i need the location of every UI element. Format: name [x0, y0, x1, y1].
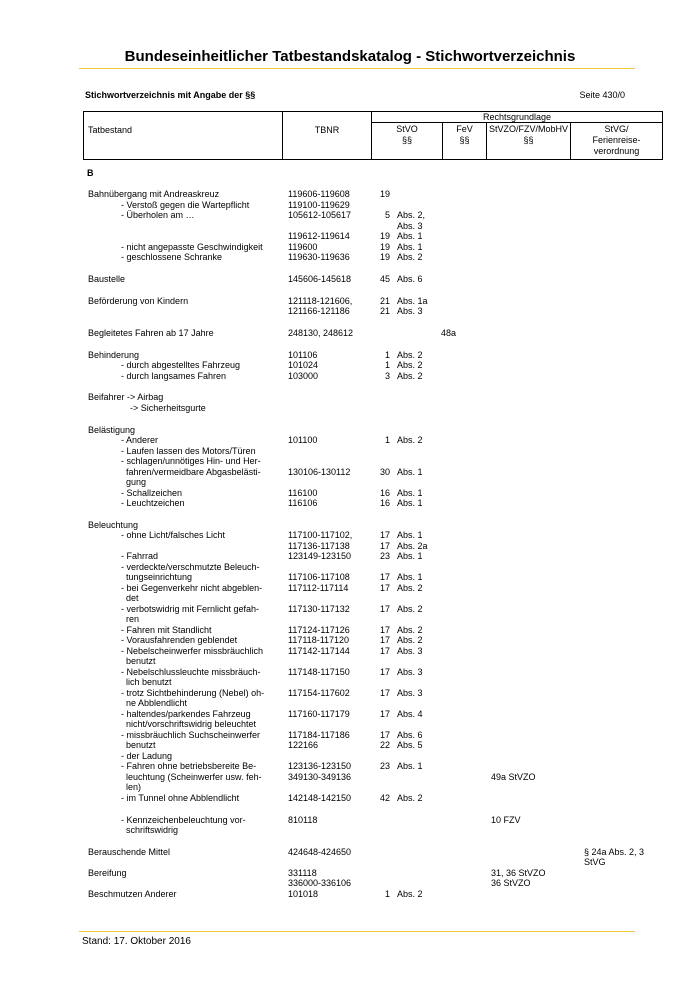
entry-tatbestand: Bereifung	[88, 867, 127, 878]
entry-tatbestand: Beifahrer -> Airbag	[88, 392, 164, 403]
entry-tatbestand: Beschmutzen Anderer	[88, 888, 177, 899]
entry-tbnr: 105612-105617	[288, 210, 352, 220]
entry-stvo-paragraph: 23	[379, 761, 390, 772]
entry-stvo-absatz: Abs. 3	[397, 666, 423, 677]
entry-stvo-absatz: Abs. 1	[397, 761, 423, 772]
entry-tatbestand: Beförderung von Kindern	[88, 295, 189, 306]
entry-tbnr: 117112-117114	[288, 582, 349, 593]
entry-tatbestand: - haltendes/parkendes Fahrzeug	[121, 708, 251, 719]
entry-tbnr: 121166-121186	[288, 306, 350, 316]
entry-stvo-paragraph: 17	[379, 582, 390, 593]
entry-tbnr: 424648-424650	[288, 846, 352, 857]
entry-tatbestand: - Nebelschlussleuchte missbräuch-	[121, 666, 261, 677]
entry-tbnr: 117100-117102,	[288, 530, 353, 541]
entry-stvo-paragraph: 17	[379, 687, 390, 698]
entry-tatbestand: - Laufen lassen des Motors/Türen	[121, 445, 256, 456]
entry-tatbestand: - ohne Licht/falsches Licht	[121, 530, 226, 541]
entry-tatbestand: schriftswidrig	[126, 825, 179, 835]
entry-tatbestand: Begleitetes Fahren ab 17 Jahre	[88, 327, 214, 338]
entry-tatbestand: - durch abgestelltes Fahrzeug	[121, 360, 241, 370]
entry-tbnr: 101024	[288, 360, 319, 370]
entry-tatbestand: Belästigung	[88, 424, 136, 435]
entry-tatbestand: Berauschende Mittel	[88, 846, 171, 857]
entry-tbnr: 122166	[288, 740, 319, 751]
entry-stvo-absatz: Abs. 2	[397, 370, 423, 381]
entry-tatbestand: - Schallzeichen	[121, 487, 183, 498]
entry-stvzo: 36 StVZO	[491, 878, 531, 889]
entry-stvo-paragraph: 1	[384, 360, 390, 370]
entry-stvo-paragraph: 17	[379, 603, 390, 614]
entry-tbnr: 117148-117150	[288, 666, 350, 677]
entry-stvo-absatz: Abs. 3	[397, 645, 423, 656]
entry-tbnr: 119612-119614	[288, 231, 350, 241]
entry-tbnr: 117184-117186	[288, 729, 350, 740]
entry-stvg: StVG	[584, 857, 606, 868]
entry-tatbestand: gung	[126, 477, 147, 487]
entry-stvo-paragraph: 1	[384, 435, 390, 445]
entry-tatbestand: - Nebelscheinwerfer missbräuchlich	[121, 645, 264, 656]
entry-tbnr: 117124-117126	[288, 624, 350, 635]
col-tatbestand: Tatbestand	[88, 125, 133, 135]
entry-stvo-paragraph: 42	[379, 792, 390, 803]
table-header	[83, 111, 663, 160]
entry-tbnr: 117160-117179	[288, 708, 350, 719]
entry-tatbestand: - verdeckte/verschmutzte Beleuch-	[121, 561, 260, 572]
section-subtitle: Stichwortverzeichnis mit Angabe der §§	[85, 90, 256, 100]
entry-tbnr: 119100-119629	[288, 199, 350, 210]
section-letter: B	[87, 168, 94, 178]
entry-tatbestand: -> Sicherheitsgurte	[130, 402, 206, 413]
entry-stvo-absatz: Abs. 2	[397, 435, 423, 445]
entry-tatbestand: - Überholen am …	[121, 210, 195, 220]
entry-stvo-paragraph: 17	[379, 572, 390, 583]
entry-tatbestand: - bei Gegenverkehr nicht abgeblen-	[121, 582, 263, 593]
entry-tbnr: 116100	[288, 487, 318, 498]
entry-tbnr: 145606-145618	[288, 273, 352, 284]
entry-stvo-absatz: Abs. 1	[397, 487, 423, 498]
entry-stvo-paragraph: 17	[379, 530, 390, 541]
entry-tatbestand: Behinderung	[88, 349, 140, 360]
footer-date: Stand: 17. Oktober 2016	[82, 936, 191, 947]
entry-tatbestand: ne Abblendlicht	[126, 698, 188, 709]
entry-stvo-paragraph: 17	[379, 666, 390, 677]
entry-tatbestand: - im Tunnel ohne Abblendlicht	[121, 792, 240, 803]
entry-tbnr: 103000	[288, 370, 319, 381]
entry-tatbestand: lich benutzt	[126, 677, 172, 688]
entry-stvo-paragraph: 17	[379, 624, 390, 635]
entry-stvo-paragraph: 17	[379, 540, 390, 551]
entry-tbnr: 101106	[288, 349, 318, 360]
entry-tbnr: 123136-123150	[288, 761, 352, 772]
entry-tatbestand: Beleuchtung	[88, 519, 139, 530]
entry-stvo-paragraph: 17	[379, 708, 390, 719]
entry-stvo-absatz: Abs. 2a	[397, 540, 428, 551]
entry-tbnr: 121118-121606,	[288, 295, 353, 306]
entry-tbnr: 117130-117132	[288, 603, 350, 614]
entry-tatbestand: leuchtung (Scheinwerfer usw. feh-	[126, 771, 262, 782]
entry-tbnr: 101100	[288, 435, 318, 445]
entry-stvo-absatz: Abs. 3	[397, 687, 423, 698]
document-title: Bundeseinheitlicher Tatbestandskatalog - Stichwortverzeichnis	[124, 48, 576, 65]
entry-tbnr: 119606-119608	[288, 189, 350, 199]
entry-tatbestand: det	[126, 593, 139, 604]
entry-stvo-paragraph: 17	[379, 729, 390, 740]
footer-rule	[79, 931, 635, 932]
entry-stvzo: 10 FZV	[491, 814, 521, 825]
entry-tbnr: 117136-117138	[288, 540, 350, 551]
entry-tatbestand: - trotz Sichtbehinderung (Nebel) oh-	[121, 687, 265, 698]
header-rule	[79, 68, 635, 69]
entry-stvo-absatz: Abs. 2	[397, 360, 423, 370]
entry-stvo-paragraph: 45	[379, 273, 390, 284]
entry-fev: 48a	[441, 327, 457, 338]
entry-tatbestand: - durch langsames Fahren	[121, 370, 227, 381]
entry-stvo-absatz: Abs. 1a	[397, 295, 428, 306]
col-stvzo: StVZO/FZV/MobHV §§	[488, 124, 568, 145]
entry-tatbestand: Bahnübergang mit Andreaskreuz	[88, 189, 220, 199]
entry-stvo-absatz: Abs. 1	[397, 466, 423, 477]
entry-tatbestand: Baustelle	[88, 273, 126, 284]
entry-stvo-absatz: Abs. 5	[397, 740, 423, 751]
entry-tbnr: 331118	[288, 867, 317, 878]
entry-tatbestand: benutzt	[126, 740, 156, 751]
entry-stvo-paragraph: 23	[379, 551, 390, 562]
entry-tbnr: 116106	[288, 498, 318, 508]
entry-stvo-paragraph: 1	[384, 349, 390, 360]
entry-stvo-absatz: Abs. 1	[397, 498, 423, 508]
entry-tatbestand: len)	[126, 782, 142, 793]
entry-tatbestand: tungseinrichtung	[126, 572, 193, 583]
entry-tatbestand: fahren/vermeidbare Abgasbelästi-	[126, 466, 261, 477]
entry-tbnr: 117106-117108	[288, 572, 350, 583]
entry-stvo-absatz: Abs. 2	[397, 888, 423, 899]
entry-stvo-absatz: Abs. 6	[397, 729, 423, 740]
entry-tbnr: 130106-130112	[288, 466, 351, 477]
entry-tatbestand: - missbräuchlich Suchscheinwerfer	[121, 729, 261, 740]
entry-stvo-paragraph: 1	[384, 888, 390, 899]
entry-tatbestand: - der Ladung	[121, 750, 173, 761]
entry-tatbestand: - Vorausfahrenden geblendet	[121, 635, 238, 646]
entry-tatbestand: - geschlossene Schranke	[121, 252, 223, 262]
entry-stvo-paragraph: 3	[384, 370, 390, 381]
entry-tatbestand: - Kennzeichenbeleuchtung vor-	[121, 814, 246, 825]
entry-stvo-absatz: Abs. 3	[397, 306, 423, 316]
entry-tatbestand: nicht/vorschriftswidrig beleuchtet	[126, 719, 257, 730]
entry-stvo-absatz: Abs. 1	[397, 572, 423, 583]
entry-tatbestand: - Verstoß gegen die Wartepflicht	[121, 199, 250, 210]
entry-tbnr: 117142-117144	[288, 645, 350, 656]
col-fev: FeV §§	[456, 124, 473, 145]
entry-tatbestand: - Anderer	[121, 435, 159, 445]
entry-tatbestand: - verbotswidrig mit Fernlicht gefah-	[121, 603, 260, 614]
entry-stvo-absatz: Abs. 2	[397, 252, 423, 262]
entry-tatbestand: - Leuchtzeichen	[121, 498, 185, 508]
entry-tatbestand: - nicht angepasste Geschwindigkeit	[121, 241, 263, 252]
entry-tbnr: 117118-117120	[288, 635, 350, 646]
entry-tbnr: 248130, 248612	[288, 327, 354, 338]
entry-tbnr: 349130-349136	[288, 771, 352, 782]
entry-tbnr: 119630-119636	[288, 252, 350, 262]
entry-stvo-paragraph: 19	[379, 189, 390, 199]
entry-stvo-absatz: Abs. 2	[397, 603, 423, 614]
entry-stvo-absatz: Abs. 2,	[397, 210, 426, 220]
entry-stvo-absatz: Abs. 3	[397, 220, 423, 231]
entry-tbnr: 119600	[288, 241, 318, 252]
entry-stvo-absatz: Abs. 1	[397, 530, 423, 541]
entry-tatbestand: - Fahren mit Standlicht	[121, 624, 212, 635]
entry-stvo-absatz: Abs. 2	[397, 792, 423, 803]
page-number: Seite 430/0	[579, 90, 625, 100]
entry-tatbestand: benutzt	[126, 656, 156, 667]
entry-tbnr: 123149-123150	[288, 551, 352, 562]
entry-stvo-paragraph: 17	[379, 635, 390, 646]
entry-stvo-paragraph: 5	[384, 210, 390, 220]
entry-stvo-paragraph: 19	[379, 241, 390, 252]
entry-tatbestand: - Fahren ohne betriebsbereite Be-	[121, 761, 257, 772]
entry-stvo-paragraph: 17	[379, 645, 390, 656]
entry-stvo-paragraph: 22	[379, 740, 390, 751]
entry-stvo-absatz: Abs. 2	[397, 349, 423, 360]
entry-stvo-paragraph: 19	[379, 252, 390, 262]
entry-stvzo: 31, 36 StVZO	[491, 867, 546, 878]
entry-stvzo: 49a StVZO	[491, 771, 536, 782]
entry-tbnr: 117154-117602	[288, 687, 350, 698]
entry-stvo-paragraph: 21	[379, 295, 390, 306]
col-rechtsgrundlage: Rechtsgrundlage	[482, 112, 552, 122]
entry-tbnr: 810118	[288, 814, 318, 825]
entry-stvo-paragraph: 16	[379, 498, 390, 508]
entry-stvo-absatz: Abs. 2	[397, 582, 423, 593]
entry-stvo-paragraph: 16	[379, 487, 390, 498]
entry-tatbestand: - Fahrrad	[121, 551, 159, 562]
entry-stvo-absatz: Abs. 4	[397, 708, 423, 719]
entry-stvo-absatz: Abs. 1	[397, 241, 423, 252]
entry-stvg: § 24a Abs. 2, 3	[584, 846, 645, 857]
col-tbnr: TBNR	[314, 125, 340, 135]
entry-tatbestand: ren	[126, 614, 140, 625]
entry-stvo-paragraph: 19	[379, 231, 390, 241]
entry-stvo-absatz: Abs. 6	[397, 273, 423, 284]
entry-tatbestand: - schlagen/unnötiges Hin- und Her-	[121, 456, 261, 466]
entry-tbnr: 101018	[288, 888, 319, 899]
entry-stvo-absatz: Abs. 2	[397, 635, 423, 646]
entry-stvo-absatz: Abs. 1	[397, 231, 423, 241]
entry-tbnr: 142148-142150	[288, 792, 352, 803]
entry-stvo-absatz: Abs. 2	[397, 624, 423, 635]
col-stvo: StVO §§	[396, 124, 418, 145]
entry-stvo-paragraph: 21	[379, 306, 390, 316]
col-stvg: StVG/ Ferienreise- verordnung	[592, 124, 641, 156]
entry-stvo-paragraph: 30	[379, 466, 390, 477]
entry-tbnr: 336000-336106	[288, 878, 352, 889]
entry-stvo-absatz: Abs. 1	[397, 551, 423, 562]
